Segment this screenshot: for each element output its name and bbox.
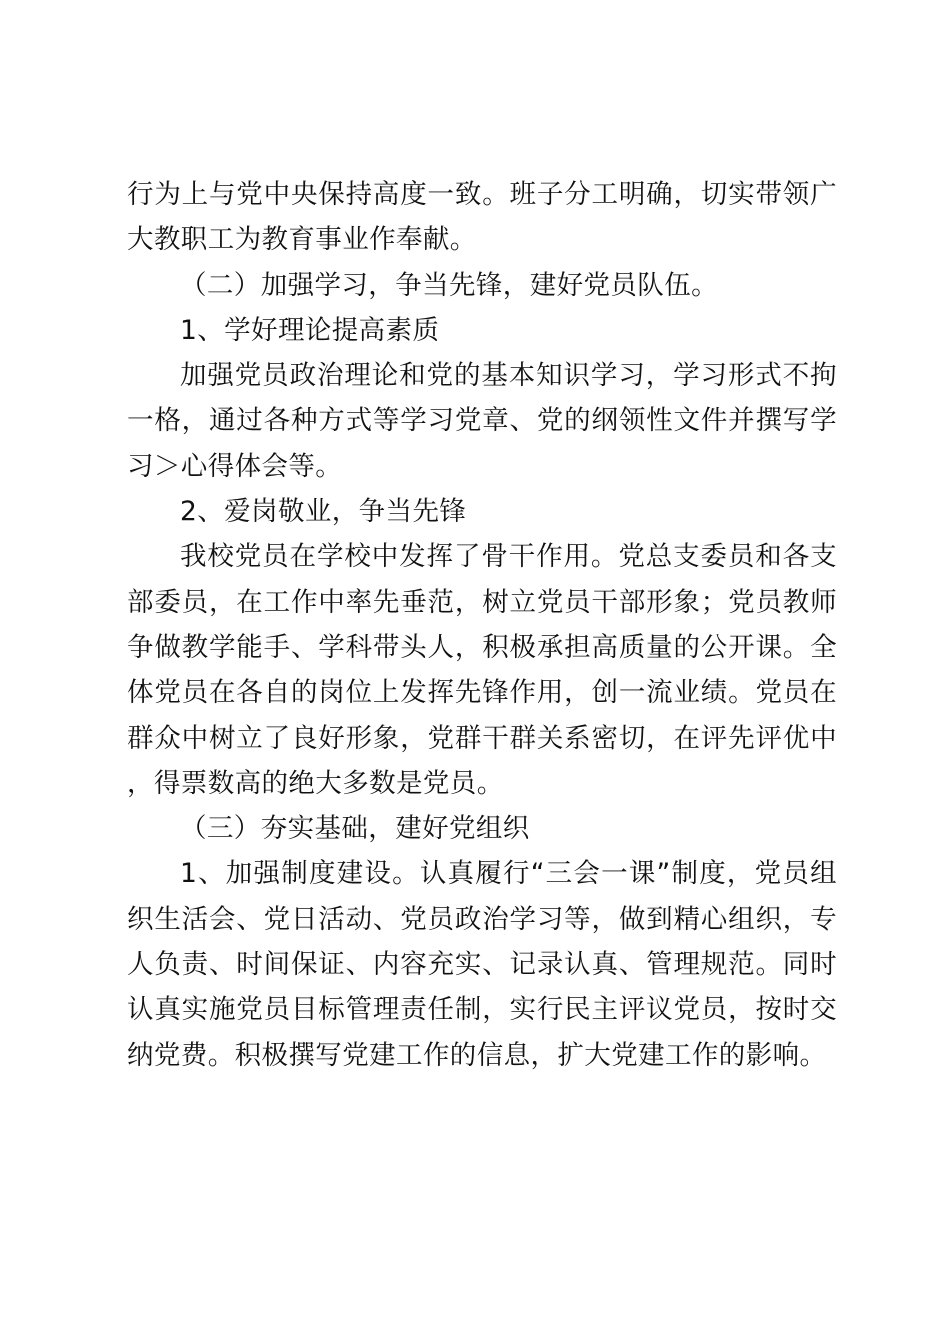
subheading-dedication: 2、爱岗敬业，争当先锋 bbox=[180, 496, 467, 528]
paragraph-continued: 行为上与党中央保持高度一致。班子分工明确，切实带领广大教职工为教育事业作奉献。 bbox=[127, 179, 837, 256]
paragraph-study: 加强党员政治理论和党的基本知识学习，学习形式不拘一格，通过各种方式等学习党章、党的纲领性文件并撰写学习＞心得体会等。 bbox=[127, 360, 837, 482]
document-body bbox=[127, 172, 837, 1078]
section-heading-three: （三）夯实基础，建好党组织 bbox=[180, 813, 530, 845]
section-heading-two: （二）加强学习，争当先锋，建好党员队伍。 bbox=[180, 269, 718, 301]
paragraph-system-building: 1、加强制度建设。认真履行“三会一课”制度，党员组织生活会、党日活动、党员政治学习等，做到精心组织，专人负责、时间保证、内容充实、记录认真、管理规范。同时认真实施党员目标管理责任制，实行民主评议党员，按时交纳党费。积极撰写党建工作的信息，扩大党建工作的影响。 bbox=[127, 858, 837, 1071]
subheading-study-theory: 1、学好理论提高素质 bbox=[180, 314, 440, 346]
paragraph-party-members: 我校党员在学校中发挥了骨干作用。党总支委员和各支部委员，在工作中率先垂范，树立党员干部形象；党员教师争做教学能手、学科带头人，积极承担高质量的公开课。全体党员在各自的岗位上发挥先锋作用，创一流业绩。党员在群众中树立了良好形象，党群干群关系密切，在评先评优中，得票数高的绝大多数是党员。 bbox=[127, 541, 837, 799]
